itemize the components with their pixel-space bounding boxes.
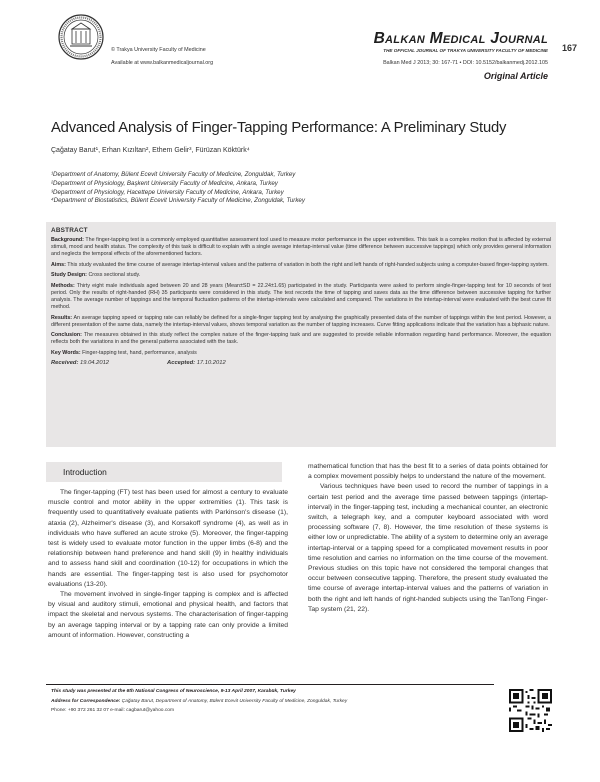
- qr-code[interactable]: [509, 689, 552, 732]
- intro-paragraph-2: The movement involved in single-finger tapping is complex and is affected by visual and auditory stimuli, emotional and physical health, and factors that impact the skeletal and nervous systems. The characterisation of finger-tapping by an average tapping interval or by a tapping rate can only provide a limited amount of information. However, constructing a: [48, 591, 288, 639]
- abstract-conclusion: Conclusion: The measures obtained in this study reflect the complex nature of the finger-tapping task and are suggested to provide reliable information regarding hand performance. Moreover, the equation reflects both the variations in and the general patterns associated with the task.: [51, 332, 551, 346]
- abstract-results: Results: An average tapping speed or tapping rate can reliably be defined for a single-finger tapping test by analysing the graphically presented data of the number of tappings within the test period. However, a different presentation of the same data, namely the intertap-interval values, shows temporal variation as the number of tapping increases. Curve fitting applications indicate that the variation has a biphasic nature.: [51, 314, 551, 328]
- article-title: Advanced Analysis of Finger-Tapping Performance: A Preliminary Study: [51, 120, 507, 136]
- correspondence-footer: [51, 687, 491, 716]
- body-column-right: [308, 462, 548, 615]
- abstract-design: Study Design: Cross sectional study.: [51, 272, 141, 279]
- presented-note: This study was presented at the 6th National Congress of Neuroscience, 9-13 April 2007, Karabük, Turkey: [51, 689, 296, 694]
- available-line: Available at www.balkanmedicaljournal.org: [111, 60, 214, 66]
- page-number: 167: [562, 43, 578, 53]
- abstract-keywords: Key Words: Finger-tapping test, hand, performance, analysis: [51, 349, 197, 356]
- abstract-heading: ABSTRACT: [51, 227, 88, 234]
- university-seal-logo: [58, 14, 104, 60]
- affiliation-2: ²Department of Physiology, Başkent University Faculty of Medicine, Ankara, Turkey: [51, 179, 278, 187]
- body-column-left: [48, 488, 288, 641]
- abstract-methods: Methods: Thirty eight male individuals aged between 20 and 28 years (Mean±SD = 22.24±1.65) participated in the study. Participants were asked to perform single-finger-tapping test for 10 seconds of test period. Only the results of right-handed (RH) 35 participants were considered in this study. The test records the time of tapping and saves data as the time difference between successive tapping for further analysis. The average number of tappings and the temporal fluctuation patterns of the intertap-intervals were calculated and compared. The variations in the intertap-interval were evaluated with the best curve fit method.: [51, 282, 552, 311]
- affiliations: [51, 171, 305, 206]
- intro-paragraph-1: The finger-tapping (FT) test has been used for almost a century to evaluate muscle control and motor ability in the upper extremities (1). This task is frequently used to quantitatively evaluate patients with Parkinson's disease (1), ataxia (2), Alzheimer's disease (3), and Korsakoff syndrome (4), as well as in individuals who have suffered an acute stroke (5). Moreover, the finger-tapping test is widely used to evaluate motor function in the upper limbs (6-8) and the relationship between hand preference and hand skill (9) in healthy individuals and to assess hand skill and coordination (10-12) for occupations in which the hands are essential. The finger-tapping test is also used for psychomotor evaluations (13-20).: [48, 489, 288, 588]
- author-list: Çağatay Barut¹, Erhan Kızıltan², Ethem Gelir³, Fürüzan Köktürk⁴: [51, 147, 250, 154]
- intro-paragraph-4: Various techniques have been used to record the number of tappings in a certain test period and the average time passed between tappings (intertap-interval) in the finger-tapping test, including a mechanical counter, an electronic switch, a telegraph key, and a computer keyboard associated with word processing software (7, 8). However, the time resolution of these systems is either low or unpredictable. The ability of a system to determine only an average intertap-interval or a tapping speed for a complicated movement results in poor time resolution and carries no information on the time course of the movement. Previous studies on this topic have not considered the temporal changes that occur between consecutive tapping. Therefore, the present study evaluated the time course of average intertap-interval values and the patterns of variation in both the right and left hands of right-handed subjects using the TanTong Finger-Tap system (21, 22).: [308, 483, 548, 613]
- affiliation-3: ³Department of Physiology, Hacettepe University Faculty of Medicine, Ankara, Turkey: [51, 188, 284, 196]
- citation-line: Balkan Med J 2013; 30: 167-71 • DOI: 10.5152/balkanmedj.2012.105: [383, 60, 548, 66]
- journal-name: Balkan Medical Journal: [373, 30, 548, 47]
- introduction-heading: Introduction: [63, 467, 107, 477]
- introduction-heading-box: [46, 462, 282, 482]
- correspondence-address: Address for Correspondence: Çağatay Barut, Department of Anatomy, Bülent Ecevit University Faculty of Medicine, Zonguldak, Turkey: [51, 698, 348, 704]
- affiliation-1: ¹Department of Anatomy, Bülent Ecevit University Faculty of Medicine, Zonguldak, Turkey: [51, 171, 296, 178]
- received-accepted-dates: Received: 19.04.2012 Accepted: 17.10.2012: [51, 360, 226, 367]
- journal-subtitle: THE OFFICIAL JOURNAL OF TRAKYA UNIVERSITY FACULTY OF MEDICINE: [383, 48, 548, 53]
- contact-phone-email: Phone: +90 372 261 32 07 e-mail: cagbarut@yahoo.com: [51, 708, 175, 714]
- copyright-line: © Trakya University Faculty of Medicine: [111, 47, 206, 53]
- footer-divider: [46, 684, 494, 685]
- journal-header: [0, 0, 600, 81]
- article-type: Original Article: [483, 71, 548, 81]
- intro-paragraph-3: mathematical function that has the best fit to a series of data points obtained for a complex movement possibly helps to understand the nature of the movement.: [308, 463, 548, 481]
- affiliation-4: ⁴Department of Biostatistics, Bülent Ecevit University Faculty of Medicine, Zonguldak, Turkey: [51, 197, 305, 205]
- abstract-box: [46, 222, 556, 447]
- abstract-background: Background: The finger-tapping test is a commonly employed quantitative assessment tool used to measure motor performance in the upper extremities. This task is a complex motion that is affected by external stimuli, mood and health status. The complexity of this task is difficult to explain with a single average intertap-interval value (time difference between successive tappings) which only provides general information and neglects the temporal effects of the aforementioned factors.: [51, 237, 552, 258]
- abstract-aims: Aims: This study evaluated the time course of average intertap-interval values and the patterns of variation in both the right and left hands of right-handed subjects using a computer-based finger-tapping system.: [51, 261, 549, 268]
